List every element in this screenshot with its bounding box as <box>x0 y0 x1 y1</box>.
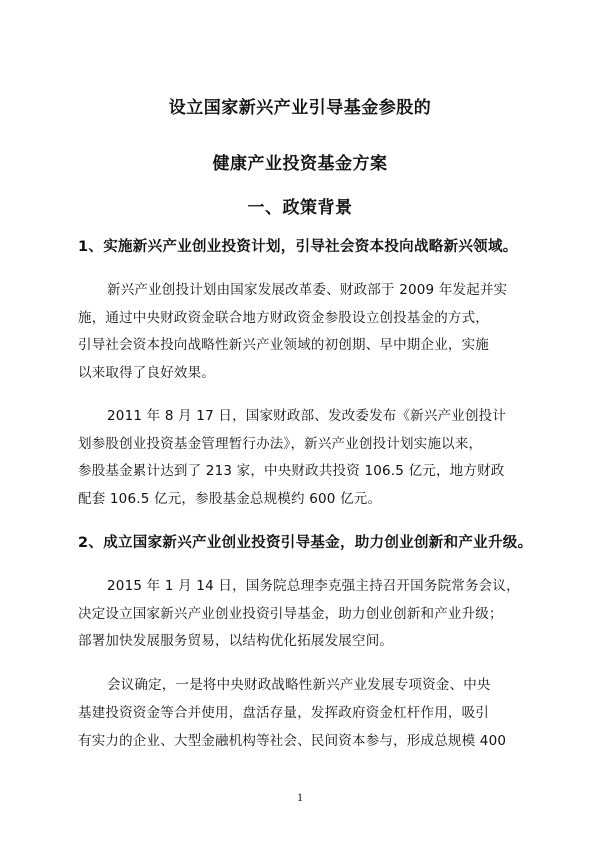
paragraph-2-line: 划参股创业投资基金管理暂行办法》，新兴产业创投计划实施以来， <box>78 436 483 452</box>
paragraph-4-line: 会议确定，一是将中央财政战略性新兴产业发展专项资金、中央 <box>107 677 491 693</box>
paragraph-3-line: 部署加快发展服务贸易，以结构优化拓展发展空间。 <box>78 633 394 649</box>
paragraph-1-line: 引导社会资本投向战略性新兴产业领域的初创期、早中期企业，实施 <box>78 337 489 353</box>
paragraph-3-line: 2015 年 1 月 14 日，国务院总理李克强主持召开国务院常务会议， <box>107 578 520 594</box>
paragraph-2-line: 配套 106.5 亿元，参股基金总规模约 600 亿元。 <box>78 491 382 507</box>
subsection-heading-1: 1、实施新兴产业创业投资计划，引导社会资本投向战略新兴领域。 <box>78 239 518 255</box>
paragraph-1-line: 以来取得了良好效果。 <box>78 365 215 381</box>
document-title-line-1: 设立国家新兴产业引导基金参股的 <box>168 98 432 118</box>
paragraph-3-line: 决定设立国家新兴产业创业投资引导基金，助力创业创新和产业升级； <box>78 606 503 622</box>
paragraph-4-line: 基建投资资金等合并使用，盘活存量，发挥政府资金杠杆作用，吸引 <box>78 705 489 721</box>
paragraph-1-line: 新兴产业创投计划由国家发展改革委、财政部于 2009 年发起并实 <box>107 282 508 298</box>
paragraph-2-line: 参股基金累计达到了 213 家，中央财政共投资 106.5 亿元，地方财政 <box>78 463 505 479</box>
document-title-line-2: 健康产业投资基金方案 <box>212 154 388 174</box>
paragraph-2-line: 2011 年 8 月 17 日，国家财政部、发改委发布《新兴产业创投计 <box>107 408 507 424</box>
section-title-policy-background: 一、政策背景 <box>247 198 353 218</box>
paragraph-4-line: 有实力的企业、大型金融机构等社会、民间资本参与，形成总规模 400 <box>78 733 507 749</box>
page-number: 1 <box>297 790 303 804</box>
subsection-heading-2: 2、成立国家新兴产业创业投资引导基金，助力创业创新和产业升级。 <box>78 535 533 551</box>
paragraph-1-line: 施，通过中央财政资金联合地方财政资金参股设立创投基金的方式， <box>78 310 489 326</box>
